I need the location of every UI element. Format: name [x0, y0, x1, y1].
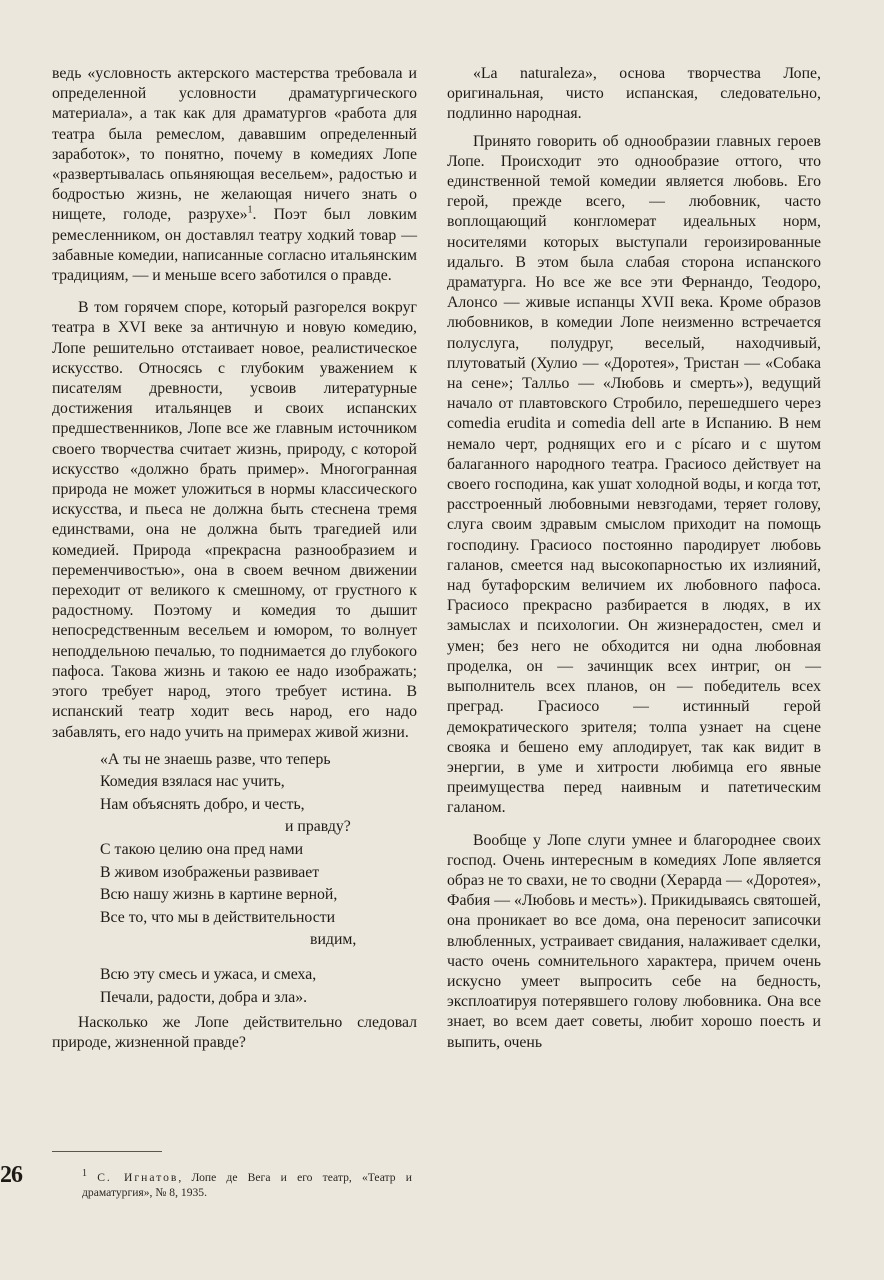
footnote-author: С. Игнатов — [97, 1170, 179, 1184]
poem-quote — [100, 749, 417, 1010]
poem-line: В живом изображеньи развивает — [100, 863, 320, 881]
poem-line: Всю эту смесь и ужаса, и смеха, — [100, 966, 317, 984]
right-column — [447, 64, 821, 1053]
poem-line: Комедия взялася нас учить, — [100, 773, 285, 791]
poem-line: Нам объяснять добро, и честь, — [100, 795, 305, 813]
poem-line: и правду? — [285, 818, 351, 836]
left-paragraph-1-tail: . Поэт был ловким ремесленником, он доставлял театру ходкий товар — забавные комедии, написанные согласно итальянским традициям, — и меньше всего заботился о правде. — [52, 206, 417, 285]
poem-line: С такою целию она пред нами — [100, 841, 304, 859]
left-paragraph-3: Насколько же Лопе действительно следовал природе, жизненной правде? — [52, 1014, 417, 1052]
right-paragraph-2: Принято говорить об однообразии главных героев Лопе. Происходит это однообразие оттого, что единственной темой комедии является любовь. Его герой, прежде всего, — любовник, часто воплощающий конгломерат идеальных норм, носителями которых выступали героизированные идальго. В этом была слабая сторона испанского драматурга. Но все же все эти Фернандо, Теодоро, Алонсо — живые испанцы XVII века. Кроме образов любовников, в комедии Лопе неизменно встречается полуслуга, полудруг, веселый, находчивый, плутоватый (Хулио — «Доротея», Тристан — «Собака на сене»; Талльо — «Любовь и смерть»), ведущий начало от плавтовского Стробило, перешедшего через comedia erudita и comedia dell arte в Испанию. В нем немало черт, роднящих его и с pícaro и с шутом балаганного народного театра. Грасиосо действует на своего господина, как ушат холодной воды, и когда тот, расстроенный любовными невзгодами, теряет голову, слуга своим здравым смыслом приходит на помощь господину. Грасиосо постоянно пародирует любовь галанов, смеется над высокопарностью их излияний, над бутафорским величием их любовного пафоса. Грасиосо прекрасно разбирается в людях, в их замыслах и психологии. Он жизнерадостен, смел и умен; без него не обходится ни одна любовная проделка, он — зачинщик всех интриг, он — выполнитель всех планов, он — победитель всех преград. Грасиосо — истинный герой демократического зрителя; толпа узнает на сцене свояка и бешено ему аплодирует, так как видит в энергии, в уме и хитрости любимца его явные преимущества перед наивным и патетическим галаном. — [447, 132, 821, 817]
footnote-divider — [52, 1151, 162, 1152]
right-paragraph-1: «La naturaleza», основа творчества Лопе, оригинальная, чисто испанская, следовательно, подлинно народная. — [447, 65, 821, 123]
poem-line: «А ты не знаешь разве, что теперь — [100, 750, 331, 768]
poem-line: видим, — [310, 931, 357, 949]
footnote — [82, 1167, 412, 1200]
poem-line: Все то, что мы в действительности — [100, 908, 336, 926]
page-number: 26 — [0, 1162, 22, 1188]
poem-line: Печали, радости, добра и зла». — [100, 988, 308, 1006]
left-column — [52, 64, 417, 1054]
left-paragraph-1-text: ведь «условность актерского мастерства требовала и определенной условности драматургического материала», а так как для драматургов «работа для театра была ремеслом, дававшим определенный заработок», то понятно, почему в комедиях Лопе «развертывалась опьяняющая весельем», радостью и бодростью жизнь, не желающая ничего знать о нищете, голоде, разрухе» — [52, 65, 417, 224]
left-paragraph-1 — [52, 64, 417, 286]
right-paragraph-3: Вообще у Лопе слуги умнее и благороднее своих господ. Очень интересным в комедиях Лопе является образ не то свахи, не то сводни (Херарда — «Доротея», Фабия — «Любовь и месть»). Прикидываясь святошей, она проникает во все дома, она переносит записочки влюбленных, устраивает свидания, налаживает сделки, часто очень сомнительного характера, причем очень искусно умеет выпросить себе на бедность, эксплоатируя потерявшего голову любовника. Она все знает, во всем дает советы, любит хорошо поесть и выпить, очень — [447, 831, 821, 1051]
left-paragraph-2: В том горячем споре, который разгорелся вокруг театра в XVI веке за античную и новую комедию, Лопе решительно отстаивает новое, реалистическое искусство. Относясь с глубоким уважением к писателям древности, усвоив литературные достижения итальянцев и своих испанских предшественников, Лопе все же главным источником своего творчества считает жизнь, природу, с которой искусство «должно брать пример». Многогранная природа не может уложиться в нормы классического искусства, и пьеса не должна быть стеснена тремя единствами, она не должна быть трагедией или комедией. Природа «прекрасна разнообразием и переменчивостью», она в своем вечном движении переходит от великого к смешному, от грустного к радостному. Поэтому и комедия то дышит непосредственным весельем и юмором, то волнует неподдельною печалью, то поднимается до глубокого пафоса. Такова жизнь и такою ее надо изображать; этого требует народ, этого требует истина. В испанский театр ходит весь народ, его надо забавлять, его надо учить на примерах живой жизни. — [52, 299, 417, 741]
poem-line: Всю нашу жизнь в картине верной, — [100, 886, 338, 904]
footnote-text: , Лопе де Вега и его театр, «Театр и драматургия», № 8, 1935. — [82, 1170, 412, 1199]
footnote-reference: 1 — [247, 205, 253, 217]
footnote-marker: 1 — [82, 1167, 87, 1179]
